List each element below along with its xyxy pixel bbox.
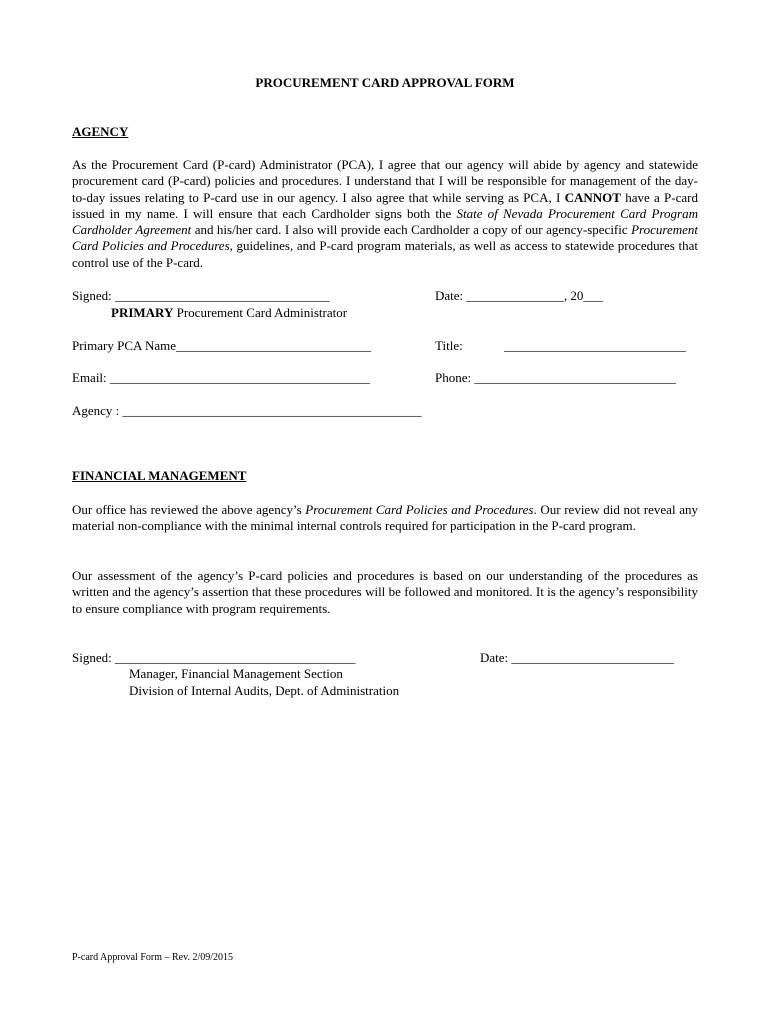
financial-review-part-1: Our office has reviewed the above agency’s <box>72 502 306 517</box>
financial-review-paragraph <box>72 502 698 535</box>
agency-name-field[interactable]: Agency : ______________________________________________ <box>72 403 422 418</box>
policies-title-2: Procurement Card Policies and Procedures <box>305 502 534 517</box>
manager-signature-field[interactable]: Signed: _____________________________________ <box>72 650 356 665</box>
pca-role-caption <box>111 305 347 321</box>
pca-role-text: Procurement Card Administrator <box>173 305 348 320</box>
cannot-emphasis: CANNOT <box>564 189 621 205</box>
financial-review-part-2: . Our review did not reveal any material non-compliance with the minimal internal controls required for participation in the P-card program. <box>72 502 698 534</box>
pca-name-field[interactable]: Primary PCA Name______________________________ <box>72 338 371 353</box>
financial-management-heading: FINANCIAL MANAGEMENT <box>72 468 247 483</box>
pca-phone-field[interactable]: Phone: _______________________________ <box>435 370 676 385</box>
division-line: Division of Internal Audits, Dept. of Administration <box>129 683 400 698</box>
financial-assessment-paragraph: Our assessment of the agency’s P-card policies and procedures is based on our understanding of the procedures as written and the agency’s assertion that these procedures will be followed and monitored. It is the agency’s responsibility to ensure compliance with program requirements. <box>72 568 698 616</box>
pca-title-label: Title: <box>435 338 463 353</box>
form-title: PROCUREMENT CARD APPROVAL FORM <box>255 75 515 90</box>
agency-heading: AGENCY <box>72 124 129 139</box>
agency-paragraph-part-1: As the Procurement Card (P-card) Administrator (PCA), I agree that our agency will abide by agency and statewide procurement card (P-card) policies and procedures. I understand that I will be responsible for management of the day-to-day issues relating to P-card use in our agency. I also agree that while serving as PCA, I <box>72 157 698 205</box>
manager-title-line: Manager, Financial Management Section <box>129 666 343 681</box>
agency-paragraph <box>72 157 698 271</box>
policies-title: Procurement Card Policies and Procedures <box>72 222 699 254</box>
agency-paragraph-part-3: and his/her card. I also will provide each Cardholder a copy of our agency-specific <box>191 222 632 238</box>
pca-date-field[interactable]: Date: _______________, 20___ <box>435 288 603 303</box>
primary-label: PRIMARY <box>111 305 174 320</box>
page-footer: P-card Approval Form – Rev. 2/09/2015 <box>72 952 234 963</box>
pca-signature-field[interactable]: Signed: _________________________________ <box>72 288 330 303</box>
agency-paragraph-part-2: have a P-card issued in my name. I will ensure that each Cardholder signs both the <box>72 189 698 221</box>
pca-title-field[interactable]: ____________________________ <box>504 338 686 353</box>
agency-paragraph-part-4: , guidelines, and P-card program materials, as well as access to statewide procedures that control use of the P-card. <box>72 238 698 270</box>
cardholder-agreement-title: State of Nevada Procurement Card Program Cardholder Agreement <box>72 205 698 238</box>
manager-date-field[interactable]: Date: _________________________ <box>480 650 674 665</box>
pca-email-field[interactable]: Email: ________________________________________ <box>72 370 370 385</box>
